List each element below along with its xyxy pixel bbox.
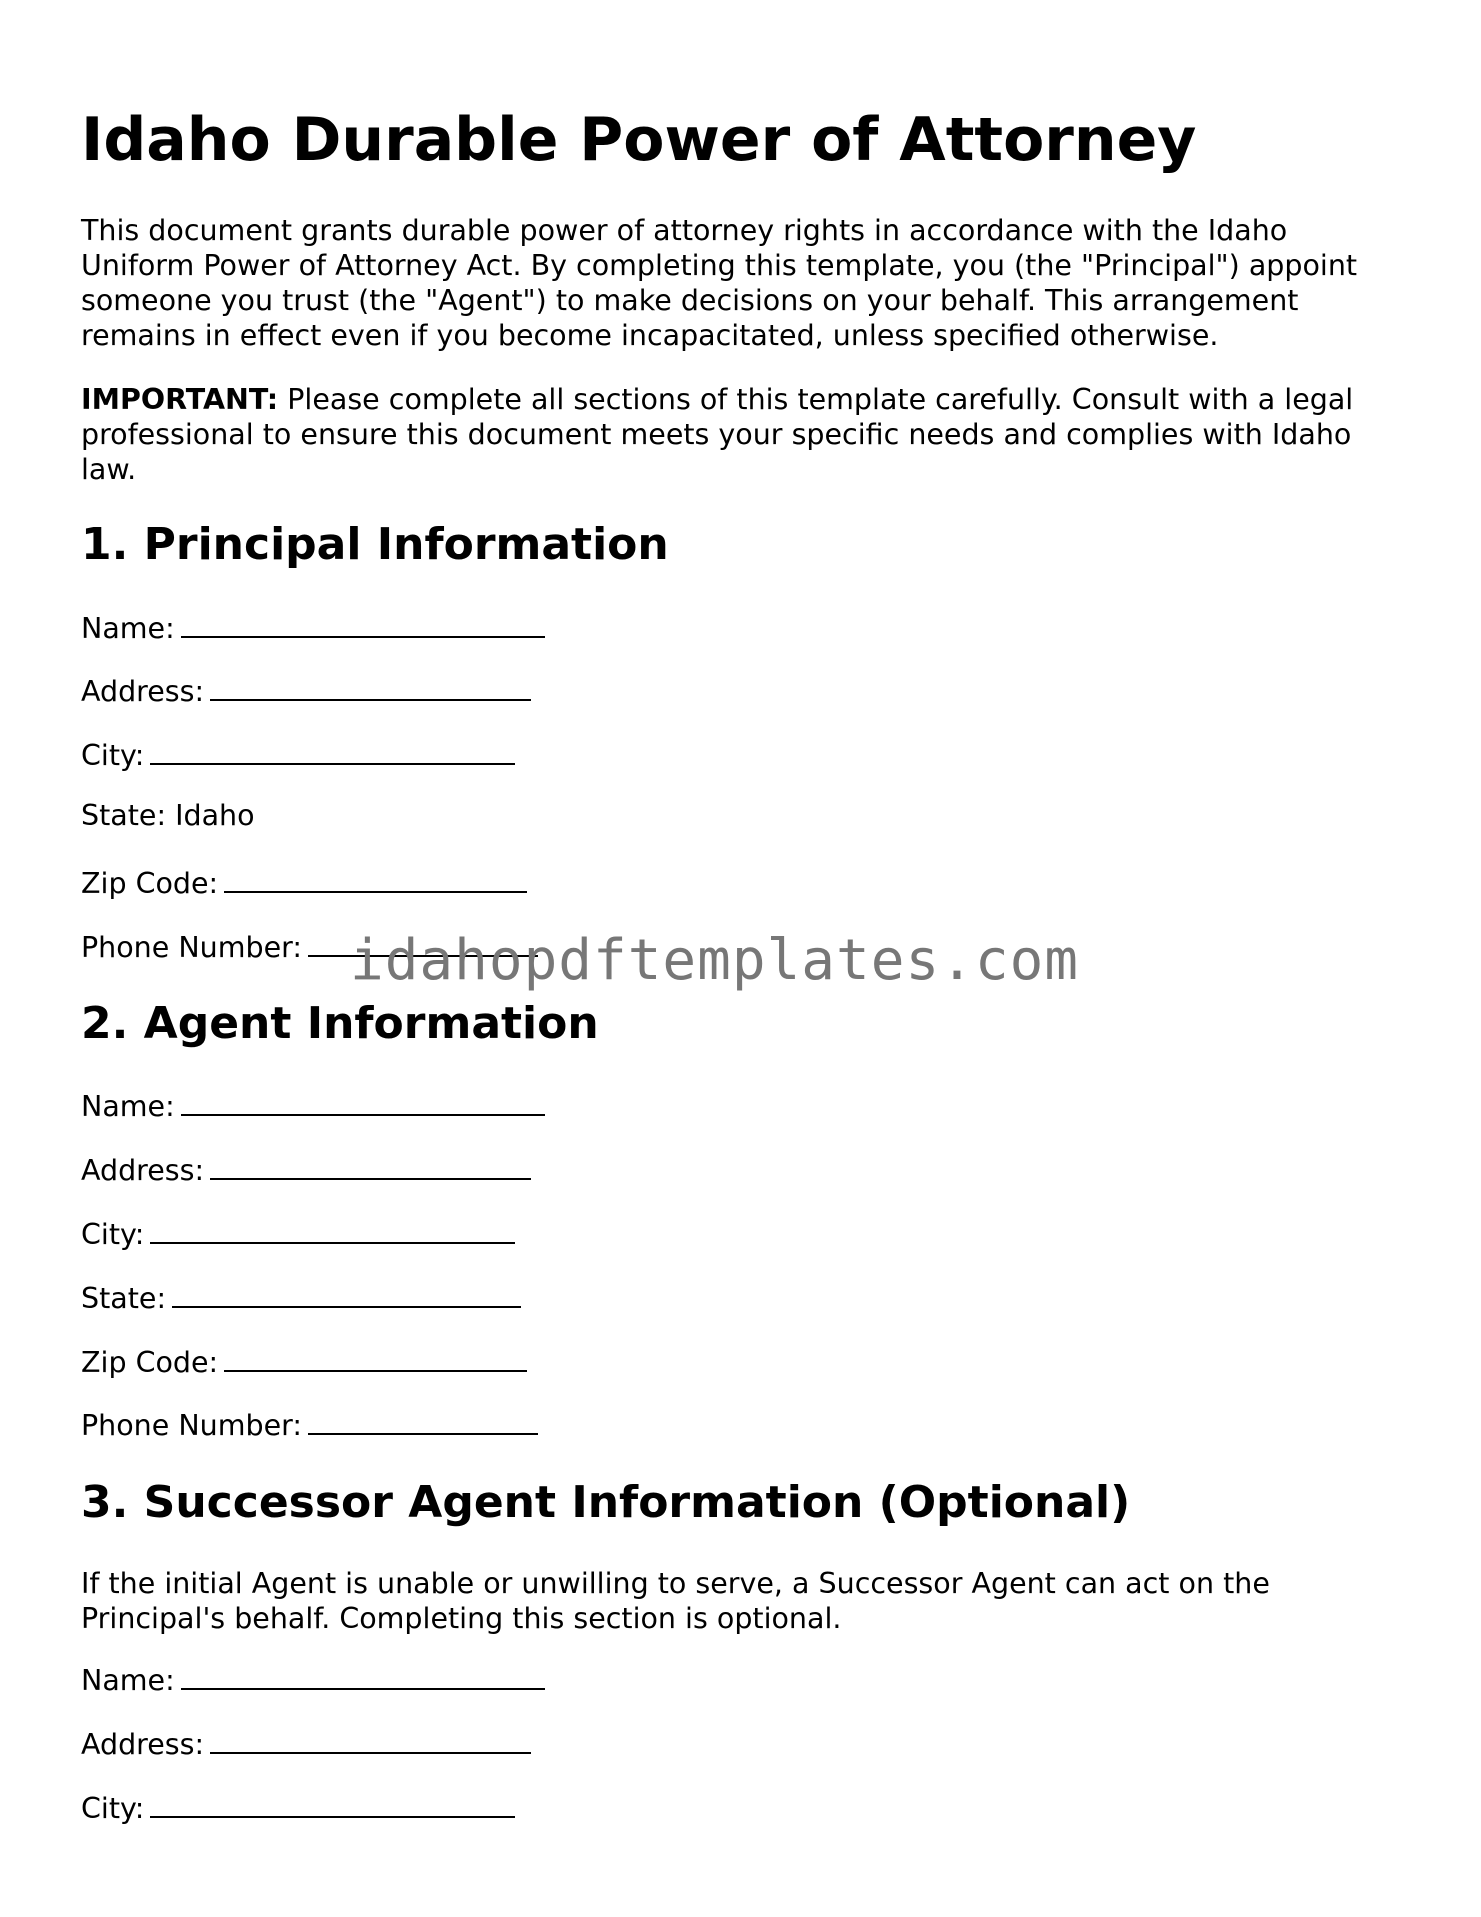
agent-city-blank[interactable] bbox=[150, 1214, 515, 1244]
agent-name-label: Name: bbox=[81, 1090, 175, 1123]
agent-state-blank[interactable] bbox=[172, 1278, 521, 1308]
page-title: Idaho Durable Power of Attorney bbox=[81, 105, 1197, 175]
successor-city-blank[interactable] bbox=[150, 1788, 515, 1818]
principal-address-field bbox=[81, 671, 531, 709]
agent-zip-blank[interactable] bbox=[224, 1342, 527, 1372]
intro-paragraph: This document grants durable power of attorney rights in accordance with the Idaho Uniform Power of Attorney Act. By completing this template, you (the "Principal") appoint someone you trust (the "Agent") to make decisions on your behalf. This arrangement remains in effect even if you become incapacitated, unless specified otherwise. bbox=[81, 214, 1358, 352]
important-text: Please complete all sections of this template carefully. Consult with a legal professional to ensure this document meets your specific needs and complies with Idaho law. bbox=[81, 383, 1354, 486]
agent-address-blank[interactable] bbox=[210, 1150, 531, 1180]
agent-state-label: State: bbox=[81, 1282, 167, 1315]
agent-phone-label: Phone Number: bbox=[81, 1409, 302, 1442]
principal-phone-label: Phone Number: bbox=[81, 931, 302, 964]
section-heading-principal: 1. Principal Information bbox=[81, 519, 669, 570]
principal-name-label: Name: bbox=[81, 612, 175, 645]
watermark: idahopdftemplates.com bbox=[350, 928, 1080, 993]
principal-zip-label: Zip Code: bbox=[81, 867, 219, 900]
principal-city-blank[interactable] bbox=[150, 735, 515, 765]
agent-city-label: City: bbox=[81, 1218, 145, 1251]
important-label: IMPORTANT: bbox=[81, 383, 279, 416]
successor-address-label: Address: bbox=[81, 1728, 205, 1761]
agent-address-field bbox=[81, 1150, 531, 1188]
principal-name-field bbox=[81, 608, 545, 646]
principal-city-field bbox=[81, 735, 515, 773]
agent-state-field bbox=[81, 1278, 521, 1316]
principal-address-label: Address: bbox=[81, 675, 205, 708]
principal-zip-blank[interactable] bbox=[224, 863, 527, 893]
agent-zip-label: Zip Code: bbox=[81, 1346, 219, 1379]
principal-city-label: City: bbox=[81, 739, 145, 772]
successor-name-blank[interactable] bbox=[181, 1660, 545, 1690]
principal-address-blank[interactable] bbox=[210, 671, 531, 701]
principal-state-label: State: Idaho bbox=[81, 799, 255, 832]
agent-phone-blank[interactable] bbox=[308, 1405, 538, 1435]
successor-name-label: Name: bbox=[81, 1664, 175, 1697]
successor-name-field bbox=[81, 1660, 545, 1698]
successor-city-field bbox=[81, 1788, 515, 1826]
successor-city-label: City: bbox=[81, 1792, 145, 1825]
successor-address-field bbox=[81, 1724, 531, 1762]
important-notice bbox=[81, 382, 1401, 487]
principal-name-blank[interactable] bbox=[181, 608, 545, 638]
agent-name-blank[interactable] bbox=[181, 1086, 545, 1116]
agent-address-label: Address: bbox=[81, 1154, 205, 1187]
section-heading-agent: 2. Agent Information bbox=[81, 998, 599, 1049]
section-heading-successor: 3. Successor Agent Information (Optional) bbox=[81, 1477, 1131, 1528]
principal-state-field bbox=[81, 799, 255, 833]
agent-city-field bbox=[81, 1214, 515, 1252]
principal-zip-field bbox=[81, 863, 527, 901]
agent-phone-field bbox=[81, 1405, 538, 1443]
agent-zip-field bbox=[81, 1342, 527, 1380]
successor-address-blank[interactable] bbox=[210, 1724, 531, 1754]
successor-description: If the initial Agent is unable or unwilling to serve, a Successor Agent can act on the Principal's behalf. Completing this section is optional. bbox=[81, 1567, 1270, 1635]
agent-name-field bbox=[81, 1086, 545, 1124]
